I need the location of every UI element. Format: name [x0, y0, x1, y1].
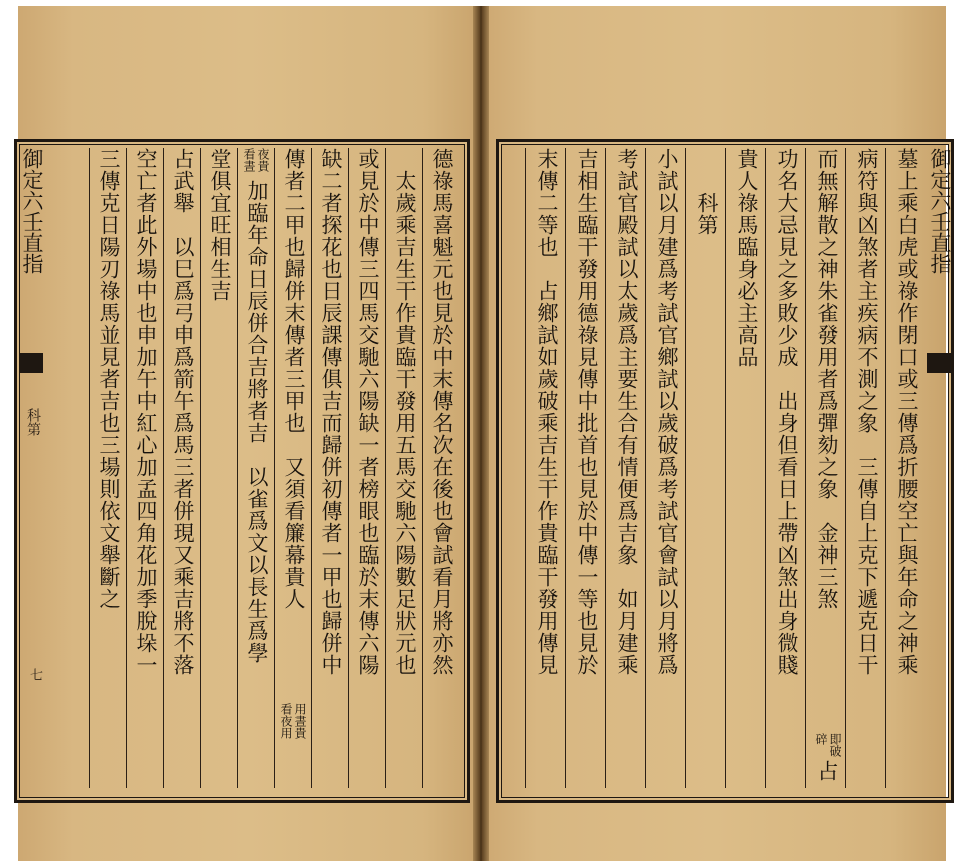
column-text: 墓上乘白虎或祿作閉口或三傳爲折腰空亡與年命之神乘	[895, 148, 919, 676]
text-column	[348, 148, 386, 788]
column-text: 加臨年命日辰併合吉將者吉 以雀爲文以長生爲學	[245, 180, 269, 664]
text-column	[765, 148, 806, 788]
text-column	[200, 148, 238, 788]
left-margin-strip	[19, 148, 45, 788]
column-text: 占武舉 以巳爲弓申爲箭午爲馬三者併現又乘吉將不落	[171, 148, 195, 676]
open-book	[18, 6, 952, 861]
text-column	[685, 148, 726, 788]
annotation-text: 夜貴	[256, 148, 270, 172]
right-margin-strip	[927, 148, 953, 788]
text-column	[565, 148, 606, 788]
column-text: 功名大忌見之多敗少成 出身但看日上帶凶煞出身微賤	[775, 148, 799, 676]
text-column	[274, 148, 312, 788]
column-text: 缺二者探花也日辰課傳俱吉而歸併初傳者一甲也歸併中	[319, 148, 343, 676]
fishtail-mark	[19, 353, 43, 373]
annotation-text: 看晝	[242, 148, 256, 172]
text-column	[525, 148, 566, 788]
text-column	[385, 148, 423, 788]
left-text-frame	[14, 139, 470, 803]
text-column	[605, 148, 646, 788]
column-text: 病符與凶煞者主疾病不測之象 三傳自上克下遞克日干	[855, 148, 879, 676]
text-column	[845, 148, 886, 788]
column-text: 小試以月建爲考試官鄉試以歲破爲考試官會試以月將爲	[655, 148, 679, 676]
column-text: 占	[815, 760, 839, 782]
text-column	[89, 148, 127, 788]
annotation-text: 碎	[814, 733, 828, 745]
fishtail-mark	[927, 353, 951, 373]
column-text: 傳者二甲也歸併末傳者三甲也 又須看簾幕貴人	[282, 148, 306, 610]
text-column	[885, 148, 926, 788]
text-column	[805, 148, 846, 788]
column-text: 末傳二等也 占鄉試如歲破乘吉生干作貴臨干發用傳見	[535, 148, 559, 676]
column-text: 科第	[695, 148, 719, 236]
left-page	[18, 6, 479, 861]
text-column	[311, 148, 349, 788]
right-text-frame	[496, 139, 954, 803]
column-text: 貴人祿馬臨身必主高品	[735, 148, 759, 368]
column-text: 德祿馬喜魁元也見於中末傳名次在後也會試看月將亦然	[430, 148, 454, 676]
page-number: 七	[27, 668, 42, 681]
text-column	[163, 148, 201, 788]
annotation-text: 用晝貴	[293, 703, 307, 739]
column-text: 堂俱宜旺相生吉	[208, 148, 232, 302]
section-label: 科第	[25, 408, 41, 436]
column-text: 而無解散之神朱雀發用者爲彈劾之象 金神三煞	[815, 148, 839, 610]
text-column	[725, 148, 766, 788]
text-column	[645, 148, 686, 788]
column-text: 或見於中傳三四馬交馳六陽缺一者榜眼也臨於末傳六陽	[356, 148, 380, 676]
column-text: 三傳克日陽刃祿馬並見者吉也三場則依文舉斷之	[97, 148, 121, 610]
margin-title: 御定六壬直指	[928, 148, 952, 274]
column-text: 吉相生臨干發用德祿見傳中批首也見於中傳一等也見於	[575, 148, 599, 676]
annotation-text: 即破	[828, 733, 842, 757]
column-text: 考試官殿試以太歲爲主要生合有情便爲吉象 如月建乘	[615, 148, 639, 676]
text-column	[237, 148, 275, 788]
text-column	[422, 148, 460, 788]
annotation-text: 看夜用	[279, 703, 293, 739]
book-gutter	[473, 6, 489, 861]
right-page	[482, 6, 952, 861]
margin-title: 御定六壬直指	[20, 148, 44, 274]
text-column	[126, 148, 164, 788]
column-text: 空亡者此外場中也申加午中紅心加孟四角花加季脫垛一	[134, 148, 158, 676]
column-text: 太歲乘吉生干作貴臨干發用五馬交馳六陽數足狀元也	[393, 148, 417, 676]
